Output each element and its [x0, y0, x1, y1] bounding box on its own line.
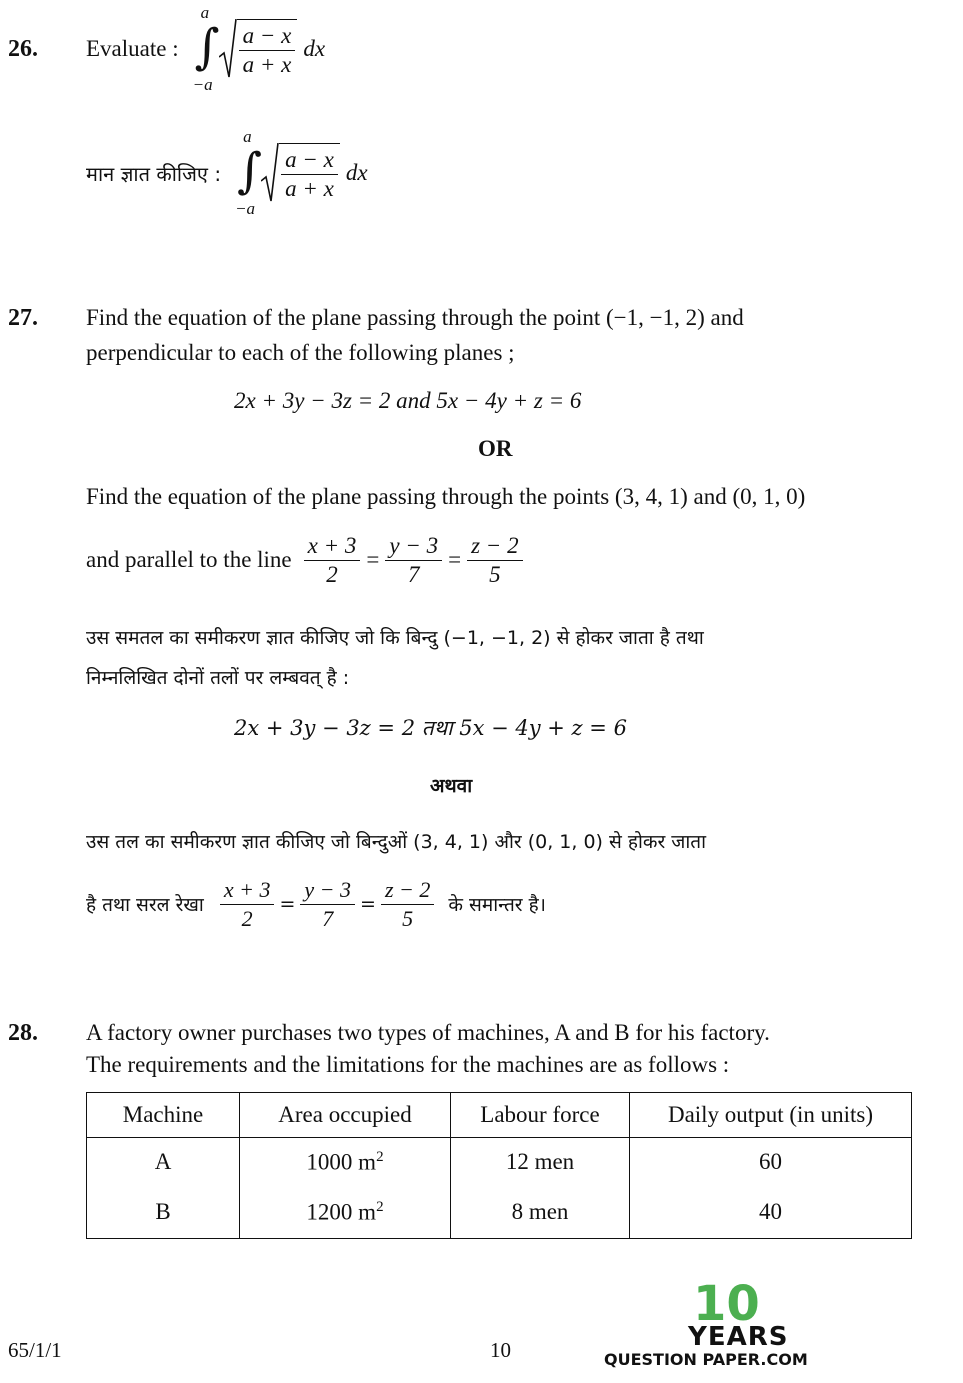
table-row	[87, 1138, 912, 1187]
line-frac-1-num: x + 3	[304, 532, 361, 561]
q27-or-en: OR	[478, 436, 513, 461]
table-cell: 12 men	[451, 1138, 630, 1187]
radicand-numerator: a − x	[239, 22, 296, 51]
q26-integral-hi	[86, 127, 368, 218]
table-cell: 8 men	[451, 1186, 630, 1239]
machine-table	[86, 1092, 912, 1239]
q26-dx: dx	[303, 36, 326, 61]
table-header: Machine	[87, 1093, 240, 1138]
q28-number: 28.	[8, 1020, 38, 1046]
radical-icon	[261, 143, 279, 203]
table-cell	[240, 1138, 451, 1187]
q27-or-hi: अथवा	[430, 775, 473, 797]
line-frac-2-num: y − 3	[385, 532, 442, 561]
line-frac-3-den: 5	[489, 561, 501, 587]
q27-hi-line2: निम्नलिखित दोनों तलों पर लम्बवत् है :	[86, 667, 350, 689]
integral-lower-limit: −a	[192, 75, 213, 94]
integral-sign: a ∫ −a	[192, 3, 220, 94]
q27-line1: Find the equation of the plane passing through the point (−1, −1, 2) and	[86, 305, 744, 330]
area-value: 1200 m	[306, 1199, 377, 1225]
logo-site: QUESTION PAPER.COM	[604, 1350, 808, 1369]
table-cell: A	[87, 1138, 240, 1187]
q27-alt-line2	[86, 528, 525, 592]
footer-code: 65/1/1	[8, 1338, 62, 1362]
q28-line2: The requirements and the limitations for the machines are as follows :	[86, 1052, 730, 1077]
table-row	[87, 1186, 912, 1239]
q27-equation-en: 2x + 3y − 3z = 2 and 5x − 4y + z = 6	[234, 388, 582, 413]
table-cell	[240, 1186, 451, 1239]
table-cell: 60	[630, 1138, 912, 1187]
q27-alt-line1: Find the equation of the plane passing through the points (3, 4, 1) and (0, 1, 0)	[86, 484, 806, 509]
q27-hi-alt-prefix: है तथा सरल रेखा	[86, 894, 204, 916]
line-frac-2-num: y − 3	[300, 876, 355, 905]
radicand-numerator: a − x	[281, 146, 338, 175]
square-root	[261, 143, 340, 203]
table-header: Area occupied	[240, 1093, 451, 1138]
q27-hi-alt-line2	[86, 872, 546, 936]
equals-sign: =	[279, 893, 296, 915]
table-cell: 40	[630, 1186, 912, 1239]
q27-equation-hi: 2x + 3y − 3z = 2 तथा 5x − 4y + z = 6	[234, 716, 627, 740]
line-frac-3-num: z − 2	[467, 532, 522, 561]
area-exponent: 2	[376, 1198, 384, 1215]
area-exponent: 2	[376, 1148, 384, 1165]
equals-sign: =	[448, 547, 462, 572]
q26-dx: dx	[345, 160, 368, 185]
table-header: Labour force	[451, 1093, 630, 1138]
logo-years: YEARS	[688, 1322, 789, 1352]
q27-number: 27.	[8, 305, 38, 331]
table-header: Daily output (in units)	[630, 1093, 912, 1138]
line-frac-3-num: z − 2	[381, 876, 434, 905]
table-cell: B	[87, 1186, 240, 1239]
q27-hi-alt-line1: उस तल का समीकरण ज्ञात कीजिए जो बिन्दुओं (3, 4, 1) और (0, 1, 0) से होकर जाता	[86, 831, 707, 853]
line-frac-1-num: x + 3	[220, 876, 275, 905]
radicand-denominator: a + x	[285, 176, 334, 201]
q26-label-hi: मान ज्ञात कीजिए :	[86, 161, 222, 186]
q27-hi-alt-suffix: के समान्तर है।	[448, 894, 546, 916]
q28-line1: A factory owner purchases two types of machines, A and B for his factory.	[86, 1020, 770, 1045]
logo-number: 10	[693, 1276, 760, 1332]
q26-number: 26.	[8, 36, 38, 62]
line-frac-2-den: 7	[322, 905, 334, 931]
equals-sign: =	[366, 547, 380, 572]
area-value: 1000 m	[306, 1149, 377, 1175]
q27-alt-line2-prefix: and parallel to the line	[86, 547, 292, 572]
q26-label-en: Evaluate :	[86, 36, 179, 61]
integral-upper-limit: a	[243, 127, 252, 146]
integral-lower-limit: −a	[235, 199, 256, 218]
equals-sign: =	[360, 893, 376, 915]
line-frac-3-den: 5	[402, 905, 414, 931]
square-root	[219, 19, 298, 79]
line-frac-1-den: 2	[326, 561, 338, 587]
integral-upper-limit: a	[200, 3, 210, 22]
table-header-row	[87, 1093, 912, 1138]
q27-line2: perpendicular to each of the following planes ;	[86, 340, 515, 365]
q27-hi-line1: उस समतल का समीकरण ज्ञात कीजिए जो कि बिन्दु (−1, −1, 2) से होकर जाता है तथा	[86, 627, 704, 649]
page-number: 10	[490, 1338, 511, 1362]
radicand-denominator: a + x	[242, 52, 292, 77]
line-frac-2-den: 7	[407, 561, 420, 587]
line-frac-1-den: 2	[241, 905, 253, 931]
q26-integral-en	[86, 3, 326, 94]
integral-sign: a ∫ −a	[235, 127, 263, 218]
radical-icon	[219, 19, 237, 79]
